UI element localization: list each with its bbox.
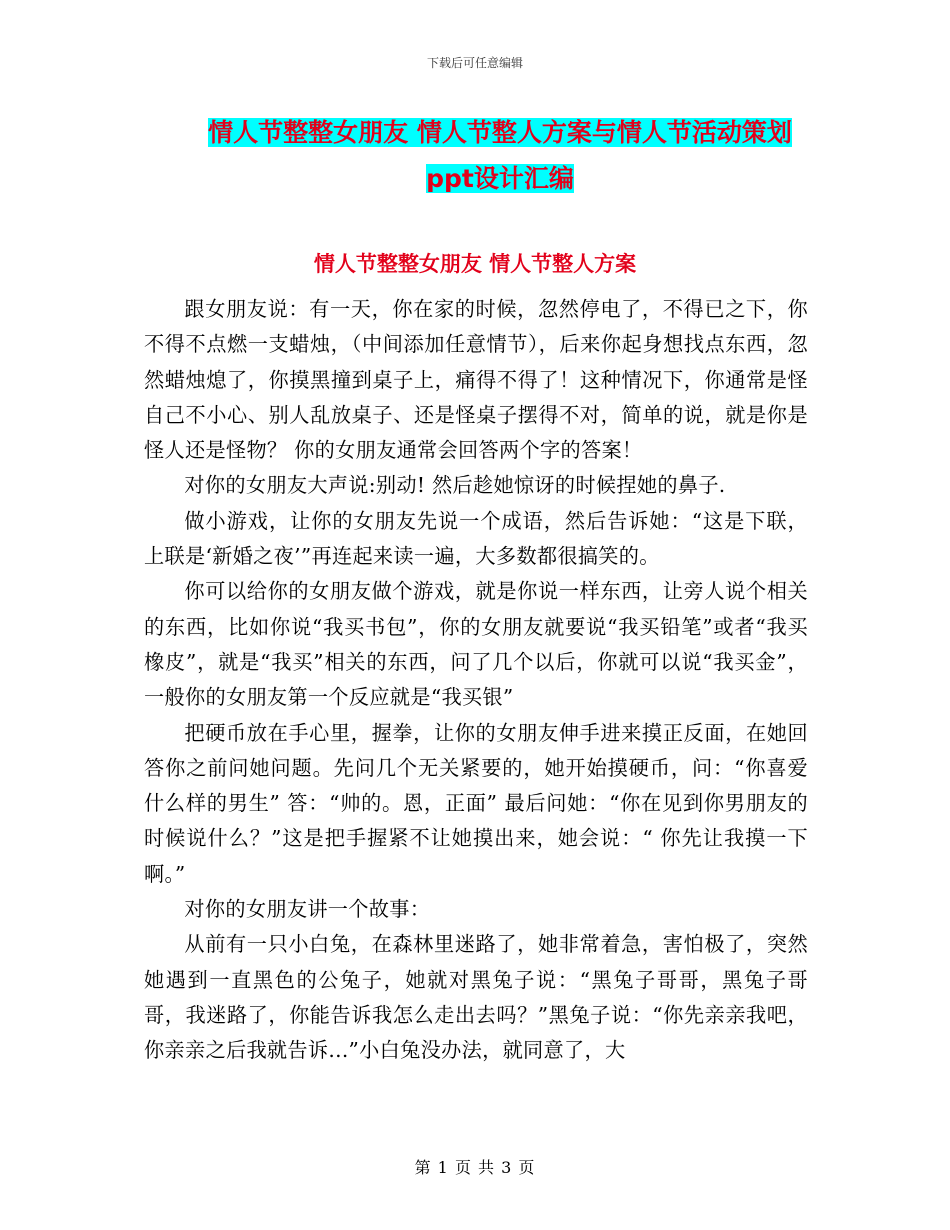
paragraph: 对你的女朋友大声说:别动! 然后趁她惊讶的时候捏她的鼻子.: [184, 473, 726, 498]
document-title-line-1: 情人节整整女朋友 情人节整人方案与情人节活动策划: [208, 118, 792, 147]
page-footer: 第 1 页 共 3 页: [414, 1158, 536, 1177]
header-note: 下载后可任意编辑: [426, 56, 523, 70]
paragraph: 你可以给你的女朋友做个游戏，就是你说一样东西，让旁人说个相关的东西，比如你说“我买书包”，你的女朋友就要说“我买铅笔”或者“我买橡皮”，就是“我买”相关的东西，问了几个以后，你就可以说“我买金”，一般你的女朋友第一个反应就是“我买银”: [144, 579, 808, 710]
section-title: 情人节整整女朋友 情人节整人方案: [313, 252, 637, 276]
body-text: [144, 292, 808, 1069]
paragraph: 对你的女朋友讲一个故事：: [184, 897, 431, 922]
document-title: [140, 110, 860, 202]
paragraph: 做小游戏，让你的女朋友先说一个成语，然后告诉她：“这是下联，上联是‘新婚之夜’”再连起来读一遍，大多数都很搞笑的。: [144, 508, 808, 569]
paragraph: 把硬币放在手心里，握拳，让你的女朋友伸手进来摸正反面，在她回答你之前问她问题。先问几个无关紧要的，她开始摸硬币，问：“你喜爱什么样的男生” 答：“帅的。恩，正面” 最后问她：“你在见到你男朋友的时候说什么？”这是把手握紧不让她摸出来，她会说：“ 你先让我摸一下啊。”: [144, 720, 808, 886]
paragraph: 从前有一只小白兔，在森林里迷路了，她非常着急，害怕极了，突然她遇到一直黑色的公兔子，她就对黑兔子说：“黑兔子哥哥，黑兔子哥哥，我迷路了，你能告诉我怎么走出去吗？”黑兔子说：“你先亲亲我吧，你亲亲之后我就告诉...”小白兔没办法，就同意了，大: [144, 932, 808, 1063]
paragraph: 跟女朋友说：有一天，你在家的时候，忽然停电了，不得已之下，你不得不点燃一支蜡烛，（中间添加任意情节），后来你起身想找点东西，忽然蜡烛熄了，你摸黑撞到桌子上，痛得不得了！这种情况下，你通常是怪自己不小心、别人乱放桌子、还是怪桌子摆得不对，简单的说，就是你是怪人还是怪物？ 你的女朋友通常会回答两个字的答案！: [144, 297, 808, 463]
document-title-line-2: ppt设计汇编: [426, 164, 574, 193]
